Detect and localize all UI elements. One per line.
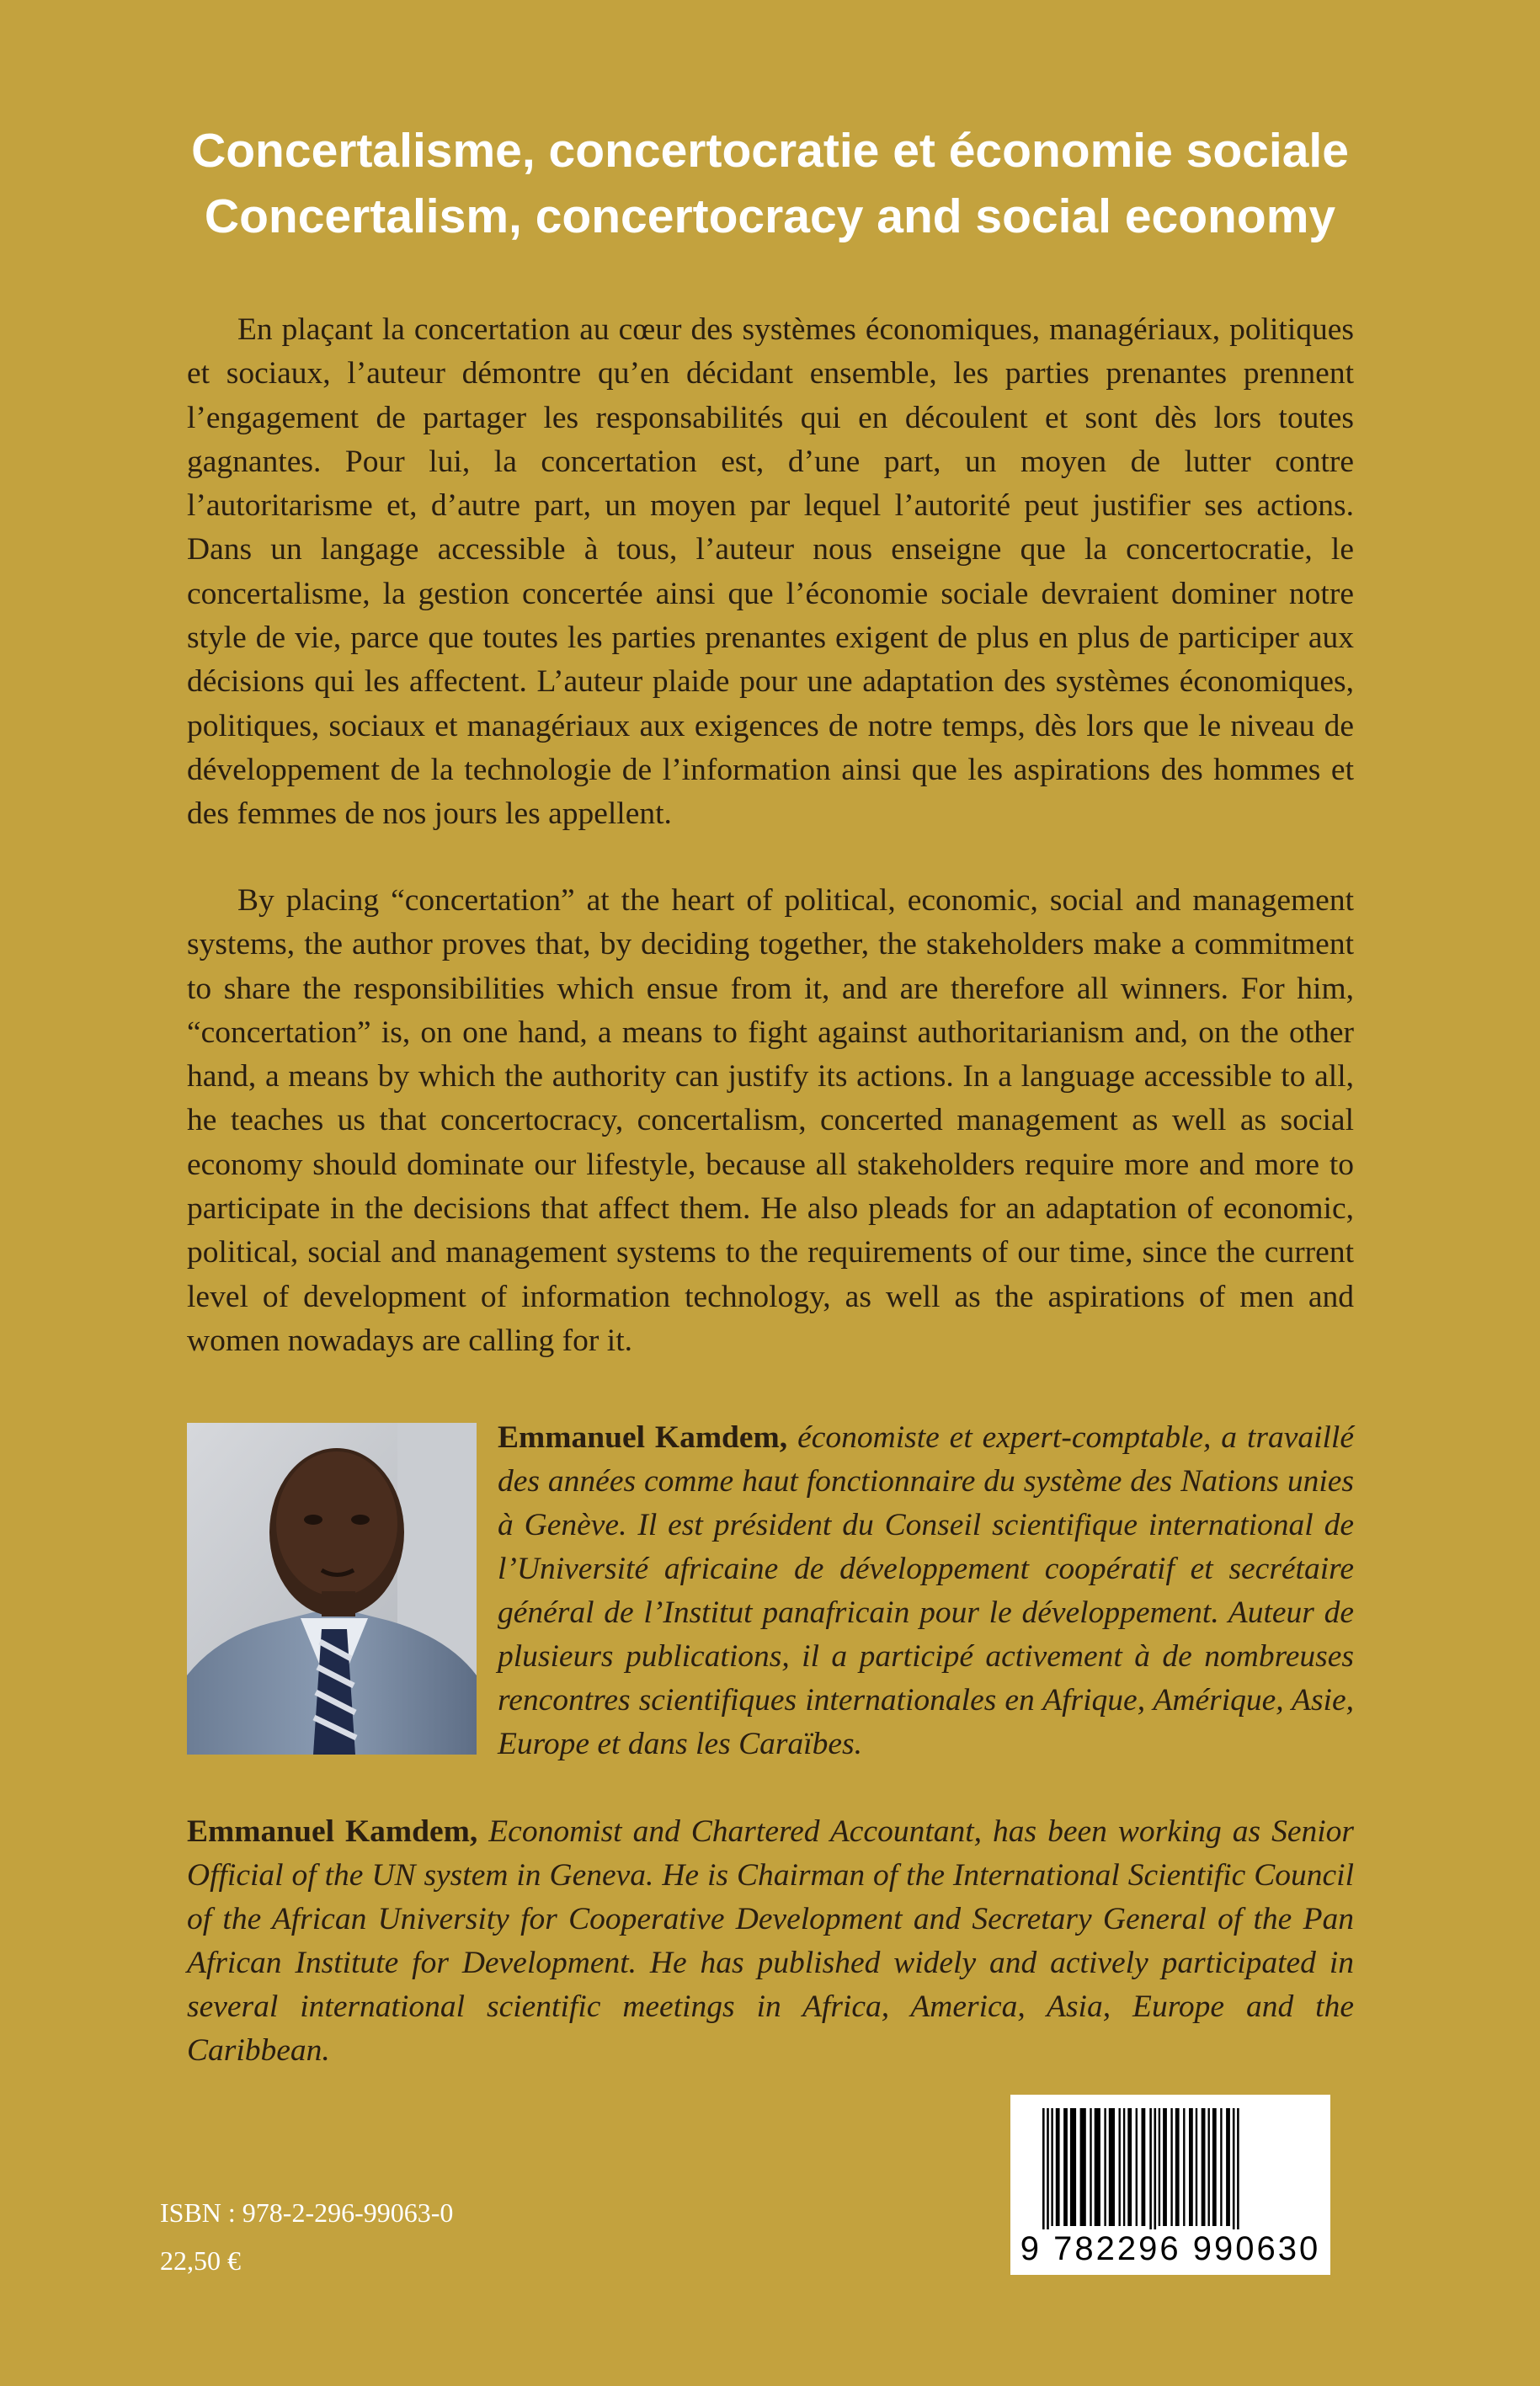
barcode-bar [1123, 2108, 1125, 2226]
barcode-bars [1010, 2095, 1330, 2229]
isbn-text: ISBN : 978-2-296-99063-0 [160, 2197, 454, 2228]
barcode-bar [1154, 2108, 1157, 2229]
barcode-bar [1163, 2108, 1167, 2226]
author-bio-french [498, 1416, 1354, 1766]
author-bio-english [187, 1810, 1354, 2073]
barcode-bar [1149, 2108, 1152, 2229]
barcode-bar [1175, 2108, 1180, 2226]
barcode-bar [1183, 2108, 1185, 2226]
barcode-bar [1159, 2108, 1160, 2226]
barcode-bar [1208, 2108, 1210, 2226]
barcode-bar [1220, 2108, 1222, 2226]
barcode-bar [1047, 2108, 1049, 2229]
author-portrait-image [187, 1423, 477, 1755]
barcode-bar [1095, 2108, 1100, 2226]
barcode-bar [1237, 2108, 1239, 2229]
barcode-bar [1056, 2108, 1060, 2226]
summary-french: En plaçant la concertation au cœur des systèmes économiques, managériaux, politiques et sociaux, l’auteur démontre qu’en décidant ensemble, les parties prenantes prennent l’engagement de partager les responsabilités qui en découlent et sont dès lors toutes gagnantes. Pour lui, la concertation est, d’une part, un moyen de lutter contre l’autoritarisme et, d’autre part, un moyen par lequel l’autorité peut justifier ses actions. Dans un langage accessible à tous, l’auteur nous enseigne que la concertocratie, le concertalisme, la gestion concertée ainsi que l’économie sociale devraient dominer notre style de vie, parce que toutes les parties prenantes exigent de plus en plus de participer aux décisions qui les affectent. L’auteur plaide pour une adaptation des systèmes économiques, politiques, sociaux et managériaux aux exigences de notre temps, dès lors que le niveau de développement de la technologie de l’information ainsi que les aspirations des hommes et des femmes de nos jours les appellent. [187, 312, 1354, 832]
author-name: Emmanuel Kamdem, [187, 1814, 478, 1849]
title-french: Concertalisme, concertocratie et économie sociale [191, 124, 1349, 178]
barcode-bar [1080, 2108, 1086, 2226]
barcode-bar [1104, 2108, 1106, 2226]
barcode-bar [1051, 2108, 1052, 2226]
author-bio-text: économiste et expert-comptable, a travaillé des années comme haut fonctionnaire du système des Nations unies à Genève. Il est président du Conseil scientifique international de l’Université africaine de développement coopératif et secrétaire général de l’Institut panafricain pour le développement. Auteur de plusieurs publications, il a participé activement à de nombreuses rencontres scientifiques internationales en Afrique, Amérique, Asie, Europe et dans les Caraïbes. [498, 1420, 1354, 1761]
barcode-bar [1226, 2108, 1230, 2226]
barcode-bar [1063, 2108, 1068, 2226]
barcode-bar [1127, 2108, 1132, 2226]
barcode-bar [1119, 2108, 1121, 2226]
barcode-bar [1212, 2108, 1217, 2226]
barcode-digits: 9 782296 990630 [1020, 2230, 1321, 2267]
barcode-bar [1170, 2108, 1172, 2226]
barcode [1010, 2095, 1330, 2275]
barcode-bar [1202, 2108, 1206, 2226]
book-title [0, 118, 1540, 249]
barcode-bar [1142, 2108, 1146, 2226]
barcode-bar [1196, 2108, 1197, 2226]
barcode-bar [1136, 2108, 1138, 2226]
barcode-bar [1070, 2108, 1076, 2226]
author-name: Emmanuel Kamdem, [498, 1420, 788, 1455]
barcode-bar [1042, 2108, 1045, 2229]
author-photo [187, 1423, 477, 1755]
barcode-bar [1233, 2108, 1235, 2229]
author-bio-text: Economist and Chartered Accountant, has been working as Senior Official of the UN system in Geneva. He is Chairman of the International Scientific Council of the African University for Cooperative Development and Secretary General of the Pan African Institute for Development. He has published widely and actively participated in several international scientific meetings in Africa, America, Asia, Europe and the Caribbean. [187, 1814, 1354, 2068]
price-text: 22,50 € [160, 2245, 241, 2276]
barcode-bar [1090, 2108, 1091, 2226]
title-english: Concertalism, concertocracy and social economy [204, 189, 1336, 243]
summary-english: By placing “concertation” at the heart of political, economic, social and management systems, the author proves that, by deciding together, the stakeholders make a commitment to share the responsibilities which ensue from it, and are therefore all winners. For him, “concertation” is, on one hand, a means to fight against authoritarianism and, on the other hand, a means by which the authority can justify its actions. In a language accessible to all, he teaches us that concertocracy, concertalism, concerted management as well as social economy should dominate our lifestyle, because all stakeholders require more and more to participate in the decisions that affect them. He also pleads for an adaptation of economic, political, social and management systems to the requirements of our time, since the current level of development of information technology, as well as the aspirations of men and women nowadays are calling for it. [187, 883, 1354, 1358]
barcode-bar [1189, 2108, 1193, 2226]
barcode-bar [1109, 2108, 1115, 2226]
